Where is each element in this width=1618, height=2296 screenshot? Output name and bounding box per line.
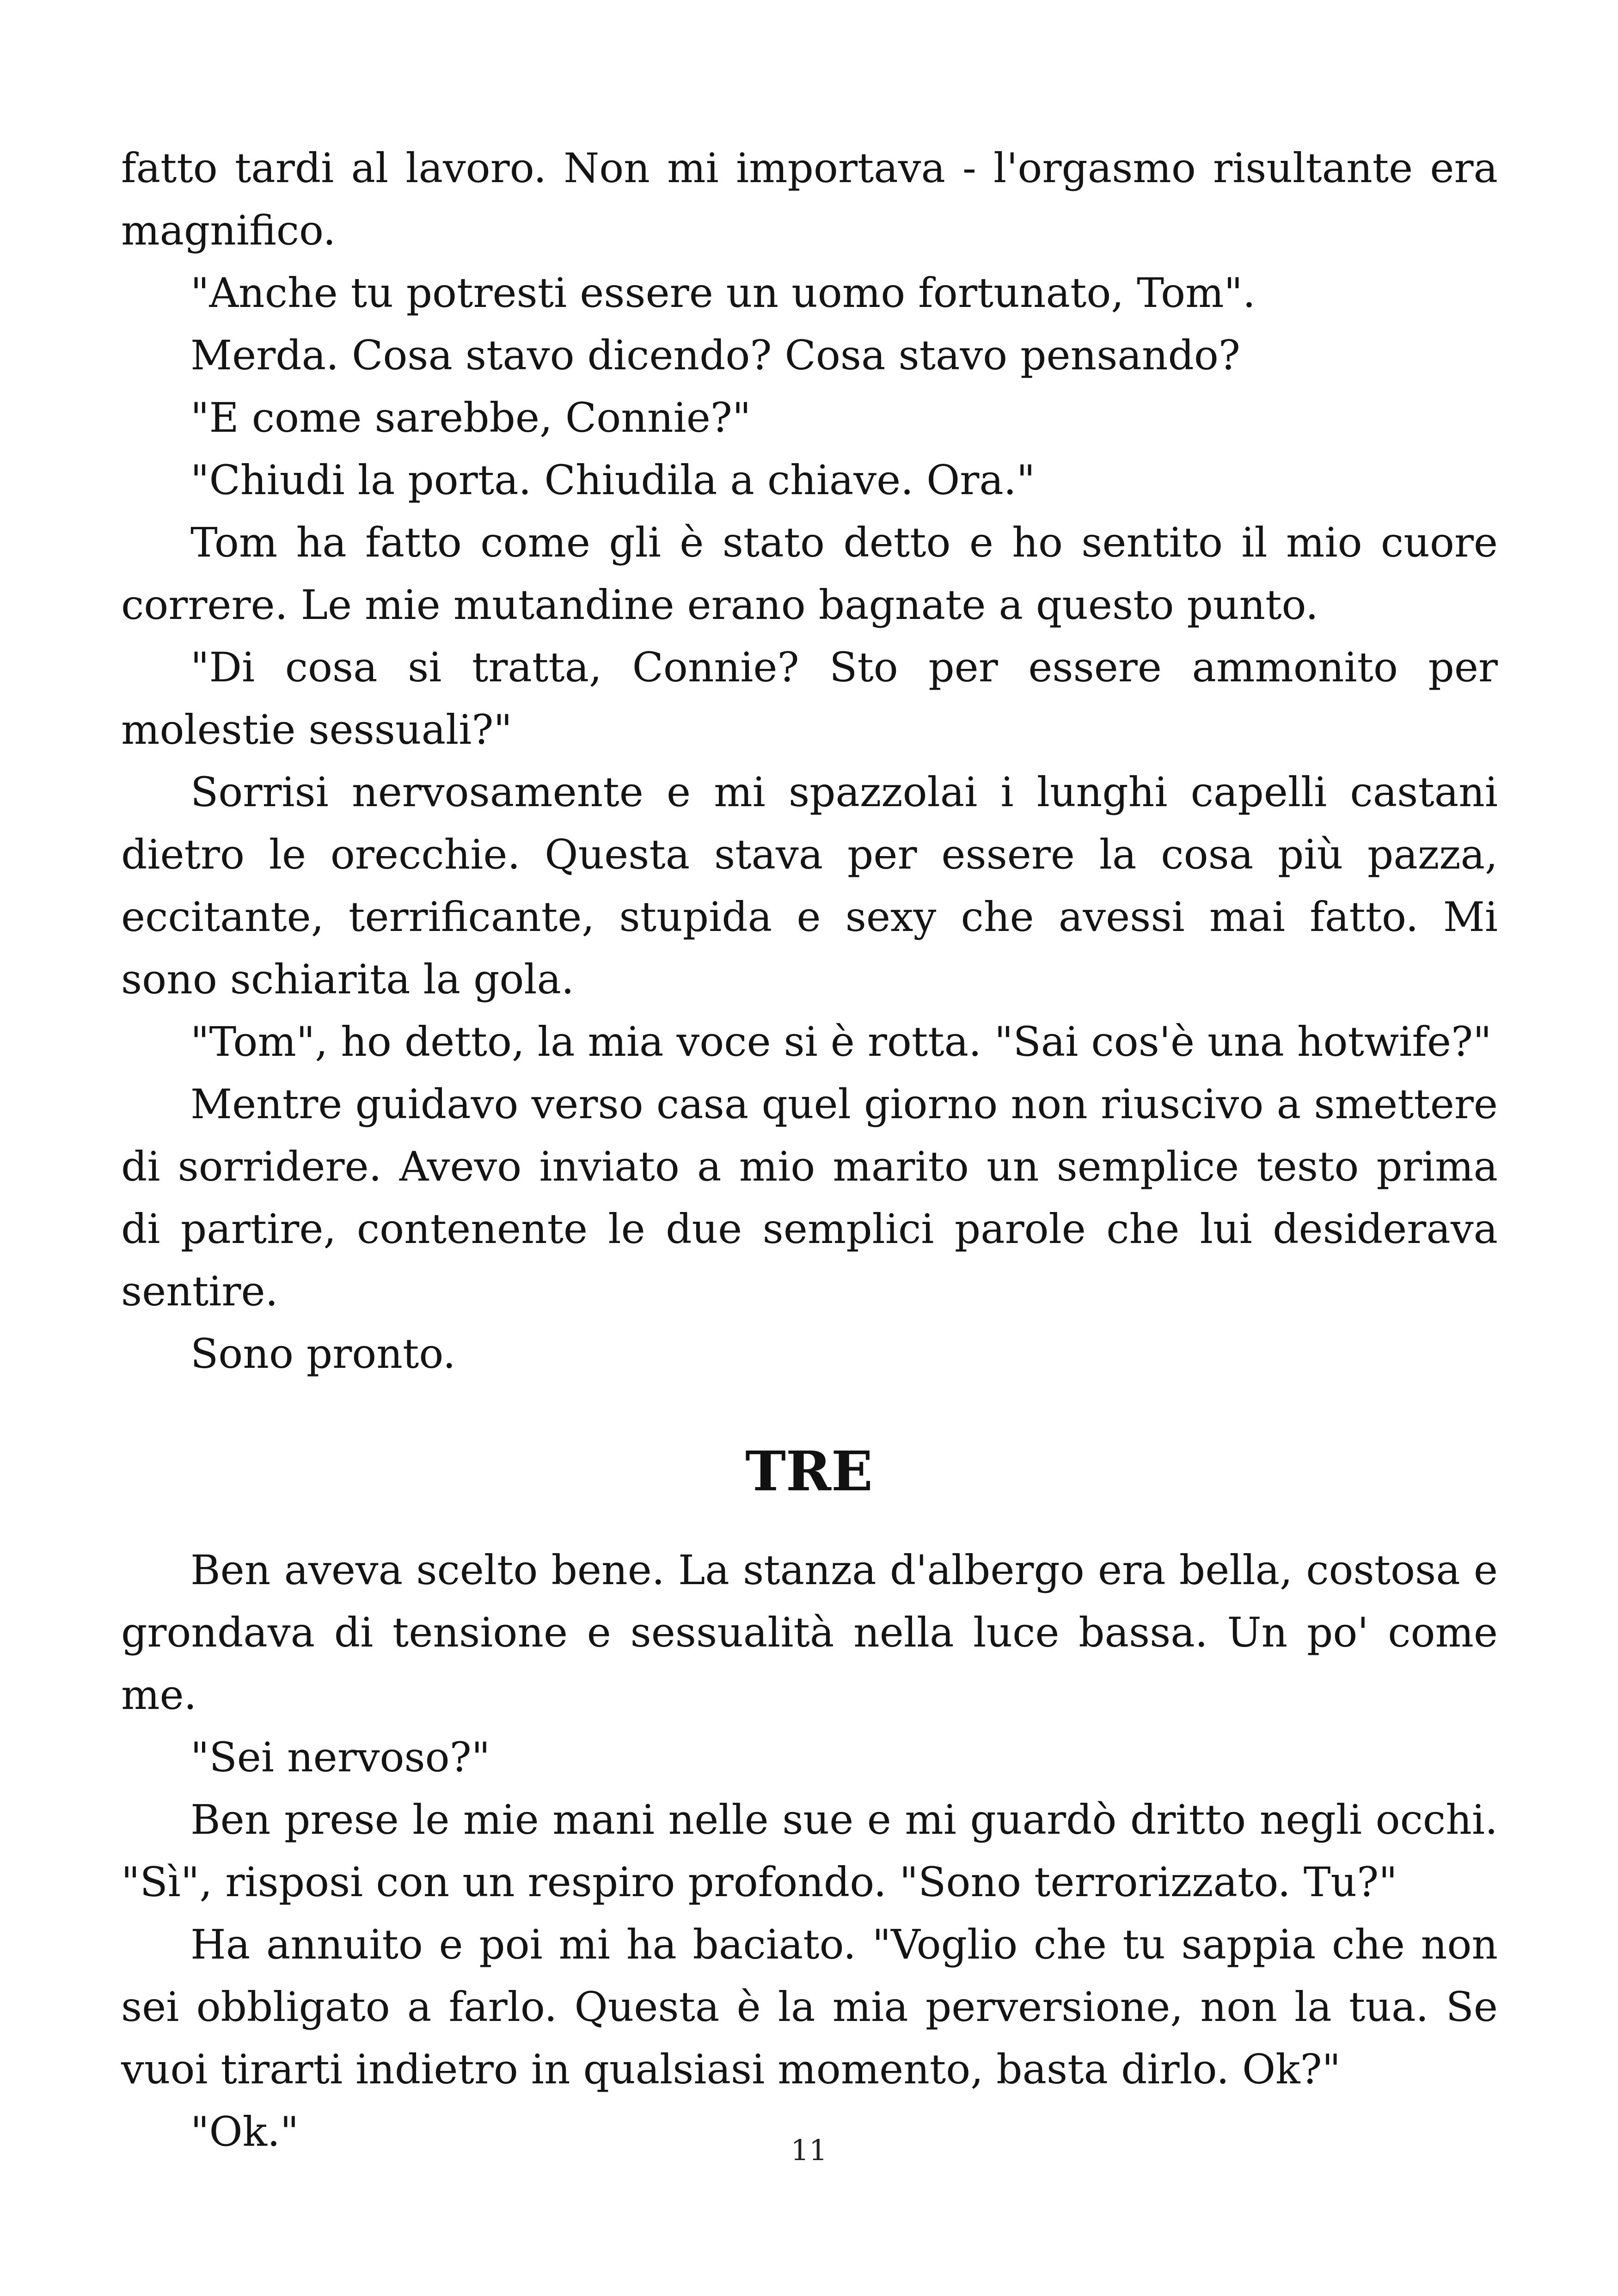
paragraph: Ben aveva scelto bene. La stanza d'albergo era bella, costosa e grondava di tensione e sessualità nella luce bassa. Un po' come me. [121,1546,1498,1719]
paragraph: fatto tardi al lavoro. Non mi importava - l'orgasmo risultante era magnifico. [121,144,1498,254]
paragraph: "Sei nervoso?" [190,1733,490,1781]
paragraph: Tom ha fatto come gli è stato detto e ho sentito il mio cuore correre. Le mie mutandine erano bagnate a questo punto. [121,519,1498,629]
paragraph: "Chiudi la porta. Chiudila a chiave. Ora." [190,456,1036,504]
paragraph: Sono pronto. [190,1330,456,1378]
page-number: 11 [791,2133,827,2167]
paragraph: "Anche tu potresti essere un uomo fortunato, Tom". [190,269,1256,317]
chapter-title: TRE [745,1439,873,1503]
body-text-bottom [121,1539,1498,2163]
paragraph: Merda. Cosa stavo dicendo? Cosa stavo pensando? [190,331,1240,379]
paragraph: "Tom", ho detto, la mia voce si è rotta. "Sai cos'è una hotwife?" [190,1018,1492,1065]
paragraph: Ben prese le mie mani nelle sue e mi guardò dritto negli occhi. "Sì", risposi con un respiro profondo. "Sono terrorizzato. Tu?" [121,1796,1498,1906]
paragraph: Sorrisi nervosamente e mi spazzolai i lunghi capelli castani dietro le orecchie. Questa stava per essere la cosa più pazza, eccitante, terrificante, stupida e sexy che avessi mai fatto. Mi sono schiarita la gola. [121,768,1498,1003]
paragraph: Ha annuito e poi mi ha baciato. "Voglio che tu sappia che non sei obbligato a farlo. Questa è la mia perversione, non la tua. Se vuoi tirarti indietro in qualsiasi momento, basta dirlo. Ok?" [121,1921,1498,2093]
paragraph: "E come sarebbe, Connie?" [190,394,751,441]
paragraph: Mentre guidavo verso casa quel giorno non riuscivo a smettere di sorridere. Avevo inviato a mio marito un semplice testo prima di partire, contenente le due semplici parole che lui desiderava sentire. [121,1080,1498,1315]
body-text-top [121,137,1498,1385]
paragraph: "Di cosa si tratta, Connie? Sto per essere ammonito per molestie sessuali?" [121,643,1498,753]
paragraph: "Ok." [190,2108,299,2155]
